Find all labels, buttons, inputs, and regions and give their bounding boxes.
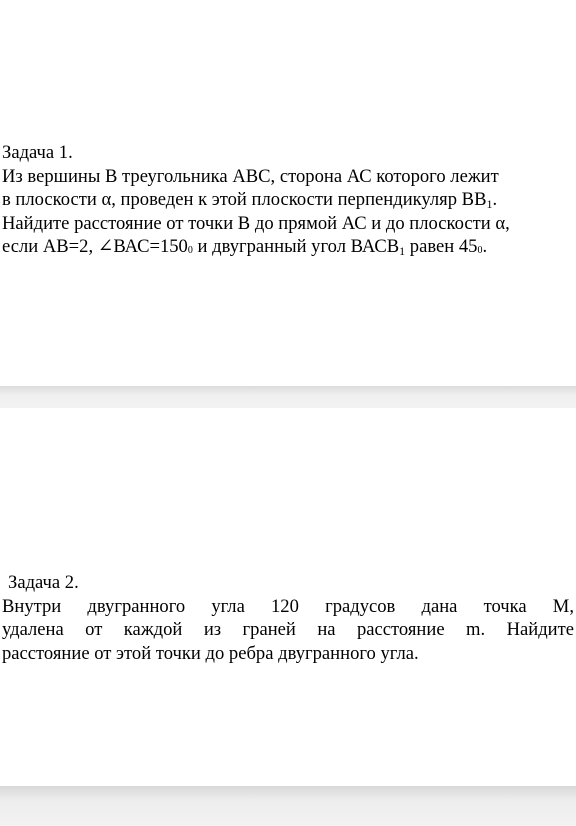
subscript: 1 [486, 197, 493, 211]
task-1-line-4-text-b: и двугранный угол ВАСВ [192, 236, 400, 257]
degree-mark: 0 [187, 245, 193, 256]
task-2-line-3: расстояние от этой точки до ребра двугранного угла. [2, 642, 419, 664]
page-separator-bottom [0, 786, 576, 826]
period: . [482, 236, 488, 257]
task-2-line-2: удалена от каждой из граней на расстояние m. Найдите [2, 619, 574, 640]
task-1-line-4-text-a: если АВ=2, ∠ВАС=150 [2, 236, 188, 257]
page-1 [0, 0, 576, 386]
subscript: 1 [399, 244, 406, 258]
task-1-line-3-text: Найдите расстояние от точки В до прямой АС и до плоскости α, [2, 212, 510, 234]
task-1-block [2, 141, 574, 259]
task-1-line-4-text-c: равен 45 [405, 236, 478, 257]
task-1-line-1 [2, 165, 574, 189]
task-2-title: Задача 2. [8, 572, 79, 593]
task-2-line-1: Внутри двугранного угла 120 градусов дана точка М, [2, 595, 574, 617]
page-2 [0, 408, 576, 786]
task-1-line-2 [2, 188, 574, 212]
task-1-line-1-text: Из вершины В треугольника АВС, сторона АС которого лежит [2, 165, 499, 187]
task-2-block [2, 571, 574, 665]
task-1-line-3 [2, 212, 574, 236]
task-1-line-2-text: в плоскости α, проведен к этой плоскости перпендикуляр ВВ [2, 189, 487, 210]
task-1-title: Задача 1. [2, 142, 73, 163]
page-separator [0, 386, 576, 408]
degree-mark: 0 [477, 245, 483, 256]
task-1-line-4 [2, 235, 574, 259]
period: . [492, 189, 498, 210]
